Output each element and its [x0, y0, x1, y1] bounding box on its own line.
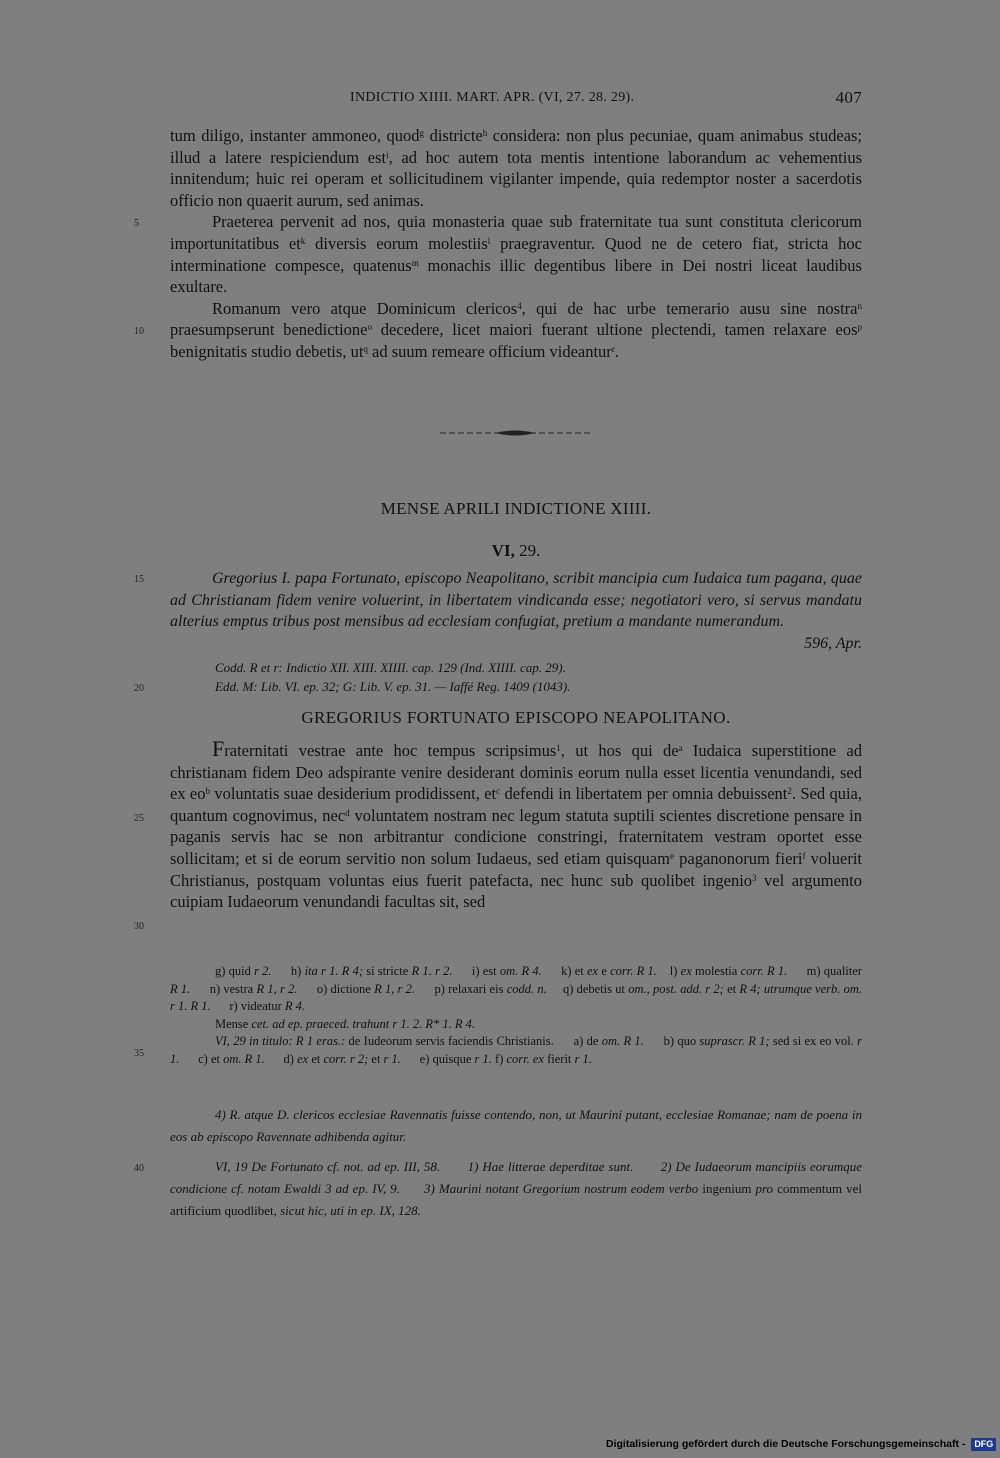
- intro-paragraph-3: Romanum vero atque Dominicum clericos$^4$, qui de hac urbe temerario ausu sine nostra$^n$ praesumpserunt benedictione$^o$ decedere, licet maiori fuerant ultione plectendi, tamen relaxare eos$^p$ benignitatis studio debetis, $ut^q$ ad suum remeare officium videantur$^r$.: [170, 298, 862, 361]
- regest: [170, 568, 862, 654]
- line-number-10: 10: [134, 326, 144, 337]
- apparatus-notes-1: g) quid r 2. h) ita r 1. R 4; si stricte R 1. r 2. i) est om. R 4. k) et ex e corr. R 1. l) ex molestia corr. R 1. m) qualiter R 1. n) vestra R 1, r 2. o) dictione R 1, r 2. p) relaxari eis codd. n. q) debetis ut om., post. add. r 2; et R 4; utrumque verb. om. r 1. R 1. r) videatur R 4.: [170, 964, 863, 1013]
- letter-text: [170, 736, 862, 913]
- dfg-logo: DFG: [971, 1438, 996, 1451]
- line-number-40: 40: [134, 1163, 144, 1174]
- apparatus-notes-2: Mense cet. ad ep. praeced. trahunt r 1. 2. R* 1. R 4.: [215, 1016, 476, 1031]
- regest-date: 596, Apr.: [804, 634, 862, 652]
- running-title: INDICTIO XIIII. MART. APR. (VI, 27. 28. 29).: [350, 90, 635, 105]
- editions-line: Edd. M: Lib. VI. ep. 32; G: Lib. V. ep. 31. — Iaffé Reg. 1409 (1043).: [215, 679, 571, 694]
- regest-text: Gregorius I. papa Fortunato, episcopo Neapolitano, scribit mancipia cum Iudaica tum pagana, quae ad Christianam fidem venire voluerint, in libertatem vindicanda esse; negotiatori vero, si servus mandatu alterius emptus tribus post mensibus ad ecclesiam confugiat, pretium a mandante numerandum.: [170, 570, 862, 631]
- commentary-note-2: VI, 19 De Fortunato cf. not. ad ep. III, 58. 1) Hae litterae deperditae sunt. 2) De Iudaeorum mancipiis eorumque condicione cf. notam Ewaldi 3 ad ep. IV, 9. 3) Maurini notant Gregorium nostrum eodem verbo ingenium pro commentum vel artificium quodlibet, sicut hic, uti in ep. IX, 128.: [170, 1159, 862, 1218]
- critical-apparatus: [170, 963, 862, 1068]
- commentary-note-1: 4) R. atque D. clericos ecclesiae Ravennatis fuisse contendo, non, ut Maurini putant, ecclesiae Romanae; nam de poena in eos ab episcopo Ravennate adhibenda agitur.: [170, 1107, 862, 1144]
- document-number: [170, 541, 862, 561]
- line-number-15: 15: [134, 574, 144, 585]
- intro-paragraph-2: Praeterea pervenit ad nos, quia monasteria quae sub fraternitate tua sunt constituta clericorum importunitatibus $et^k$ diversis eorum molestiis$^l$ praegraventur. Quod ne de cetero fiat, stricta hoc interminatione compesce, quatenus$^m$ monachis illic degentibus libere in Dei nostri liceat laudibus exultare.: [170, 212, 862, 297]
- line-number-20: 20: [134, 683, 144, 694]
- drop-initial: F: [212, 736, 225, 761]
- page-number: 407: [835, 88, 862, 107]
- intro-paragraph-1: tum diligo, instanter ammoneo, quod$^g$ districte$^h$ considera: non plus pecuniae, quam animabus studeas; illud a latere respiciendum est$^i$, ad hoc autem tota mentis intentione laborandum ac vehementius innitendum; huic rei operam et sollicitudinem vigilanter impende, quia redemptor noster a sacerdotis officio non quaerit aurum, sed animas.: [170, 126, 862, 210]
- dfg-credit: [606, 1438, 996, 1452]
- section-title: MENSE APRILI INDICTIONE XIIII.: [380, 499, 652, 518]
- document-num: 29.: [519, 541, 541, 560]
- commentary-notes: [170, 1104, 862, 1222]
- line-number-30: 30: [134, 921, 144, 932]
- ornament-divider: [440, 428, 590, 438]
- codices-line: Codd. R et r: Indictio XII. XIII. XIIII. cap. 129 (Ind. XIIII. cap. 29).: [215, 660, 566, 675]
- letter-body: raternitati vestrae ante hoc tempus scripsimus$^1$, ut hos qui $de^a$ Iudaica superstitione ad christianam fidem Deo adspirante venire desiderant dominis eorum nulla esset licentia venundandi, sed ex $eo^b$ voluntatis suae desiderium prodidissent, $et^c$ defendi in libertatem per omnia debuissent$^2$. Sed quia, quantum cognovimus, nec$^d$ voluntatem nostram nec legum statuta suptili scientes discretione pensare in paganis servis hac se non arbitrantur condicione constringi, fraternitatem vestram oportet esse sollicitam; et si de eorum servitio non solum Iudaeus, sed etiam quisquam$^e$ paganonorum fieri$^f$ voluerit Christianus, postquam voluntas eius fuerit patefacta, nec hunc sub quolibet ingenio$^3$ vel argumento cuipiam Iudaeorum venundandi facultas sit, sed: [170, 741, 862, 912]
- line-number-25: 25: [134, 813, 144, 824]
- line-number-35: 35: [134, 1048, 144, 1059]
- line-number-5: 5: [134, 218, 139, 229]
- apparatus-notes-3: VI, 29 in titulo: R 1 eras.: de Iudeorum servis faciendis Christianis. a) de om. R 1. b) quo suprascr. R 1; sed si ex eo vol. r 1. c) et om. R 1. d) ex et corr. r 2; et r 1. e) quisque r 1. f) corr. ex fierit r 1.: [170, 1034, 862, 1066]
- dfg-credit-text: Digitalisierung gefördert durch die Deutsche Forschungsgemeinschaft -: [606, 1438, 966, 1450]
- document-book: VI,: [491, 541, 515, 560]
- intro-text: [170, 125, 862, 363]
- letter-title: GREGORIUS FORTUNATO EPISCOPO NEAPOLITANO.: [301, 708, 731, 727]
- running-header: [170, 88, 862, 110]
